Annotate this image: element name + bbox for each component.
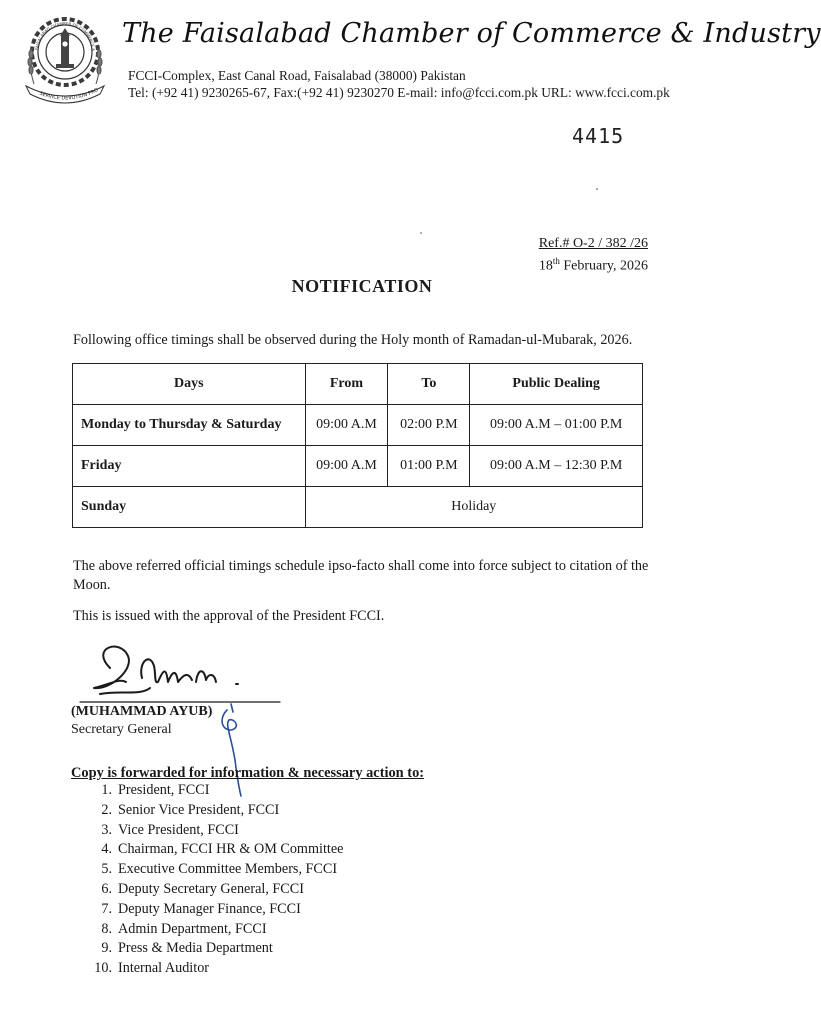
item-number: 10. <box>94 960 112 977</box>
item-number: 6. <box>101 880 112 897</box>
row-public-dealing: 09:00 A.M – 01:00 P.M <box>470 405 643 446</box>
table-row <box>73 405 643 446</box>
svg-text:FAISALABAD CHAMBER OF COMMERCE: FAISALABAD CHAMBER OF COMMERCE & <box>34 20 97 52</box>
speck <box>596 188 598 190</box>
list-item <box>72 801 343 821</box>
row-public-dealing: 09:00 A.M – 12:30 P.M <box>470 446 643 487</box>
item-text: Vice President, FCCI <box>118 821 239 838</box>
item-number: 5. <box>101 861 112 878</box>
office-timings-table <box>72 363 643 528</box>
item-text: Executive Committee Members, FCCI <box>118 861 338 878</box>
header-from: From <box>305 364 388 405</box>
item-number: 7. <box>101 900 112 917</box>
item-number: 9. <box>101 940 112 957</box>
header-to: To <box>388 364 470 405</box>
row-from: 09:00 A.M <box>305 405 388 446</box>
issue-date <box>539 256 648 275</box>
organization-name: The Faisalabad Chamber of Commerce & Industry <box>122 18 821 49</box>
date-day: 18 <box>538 258 553 274</box>
row-from: 09:00 A.M <box>305 446 388 487</box>
list-item <box>72 860 343 880</box>
intro-paragraph: Following office timings shall be observed during the Holy month of Ramadan-ul-Mubarak, 2026. <box>73 332 633 348</box>
item-text: Chairman, FCCI HR & OM Committee <box>118 841 344 858</box>
row-to: 01:00 P.M <box>388 446 470 487</box>
item-number: 8. <box>101 920 112 937</box>
reference-number <box>539 236 648 252</box>
item-text: Press & Media Department <box>118 940 273 957</box>
header-days: Days <box>73 364 306 405</box>
handwritten-diary-number: 4415 <box>572 124 625 148</box>
signatory-designation: Secretary General <box>71 722 172 737</box>
approval-paragraph: This is issued with the approval of the President FCCI. <box>73 608 385 624</box>
item-text: President, FCCI <box>118 782 210 798</box>
list-item <box>72 939 343 959</box>
list-item <box>72 880 343 900</box>
date-suffix: th <box>552 256 560 266</box>
row-day: Friday <box>73 446 306 487</box>
address-line: FCCI-Complex, East Canal Road, Faisalabad (38000) Pakistan <box>128 68 466 83</box>
item-number: 2. <box>101 801 112 818</box>
item-text: Deputy Secretary General, FCCI <box>118 880 304 897</box>
table-row <box>73 446 643 487</box>
row-holiday: Holiday <box>305 487 642 528</box>
table-row <box>73 487 643 528</box>
effect-paragraph: The above referred official timings schedule ipso-facto shall come into force subject to citation of the Moon. <box>73 558 649 593</box>
list-item <box>72 781 343 801</box>
speck <box>420 232 422 234</box>
signatory-name: (MUHAMMAD AYUB) <box>71 704 213 719</box>
item-text: Admin Department, FCCI <box>118 920 267 937</box>
list-item <box>72 900 343 920</box>
item-number: 1. <box>101 782 112 798</box>
document-title <box>0 276 732 297</box>
copy-recipient-list <box>72 781 343 979</box>
item-number: 4. <box>101 841 112 858</box>
fcci-seal-logo <box>20 14 110 104</box>
header-public-dealing: Public Dealing <box>470 364 643 405</box>
item-text: Deputy Manager Finance, FCCI <box>118 900 301 917</box>
date-rest: February, 2026 <box>559 258 648 274</box>
list-item <box>72 840 343 860</box>
list-item <box>72 920 343 940</box>
row-day: Sunday <box>73 487 306 528</box>
row-to: 02:00 P.M <box>388 405 470 446</box>
row-day: Monday to Thursday & Saturday <box>73 405 306 446</box>
item-text: Senior Vice President, FCCI <box>118 801 280 818</box>
list-item <box>72 959 343 979</box>
table-header-row <box>73 364 643 405</box>
item-number: 3. <box>101 821 112 838</box>
copy-forwarded-heading: Copy is forwarded for information & necessary action to: <box>71 765 425 781</box>
item-text: Internal Auditor <box>118 960 210 977</box>
list-item <box>72 821 343 841</box>
reference-text: Ref.# O-2 / 382 /26 <box>538 236 648 251</box>
contact-line: Tel: (+92 41) 9230265-67, Fax:(+92 41) 9230270 E-mail: info@fcci.com.pk URL: www.fcci.com.pk <box>128 85 670 100</box>
svg-text:SERVICE DEVOTION PROSPERITY: SERVICE DEVOTION PRO <box>38 87 100 102</box>
title-text: NOTIFICATION <box>291 276 433 296</box>
